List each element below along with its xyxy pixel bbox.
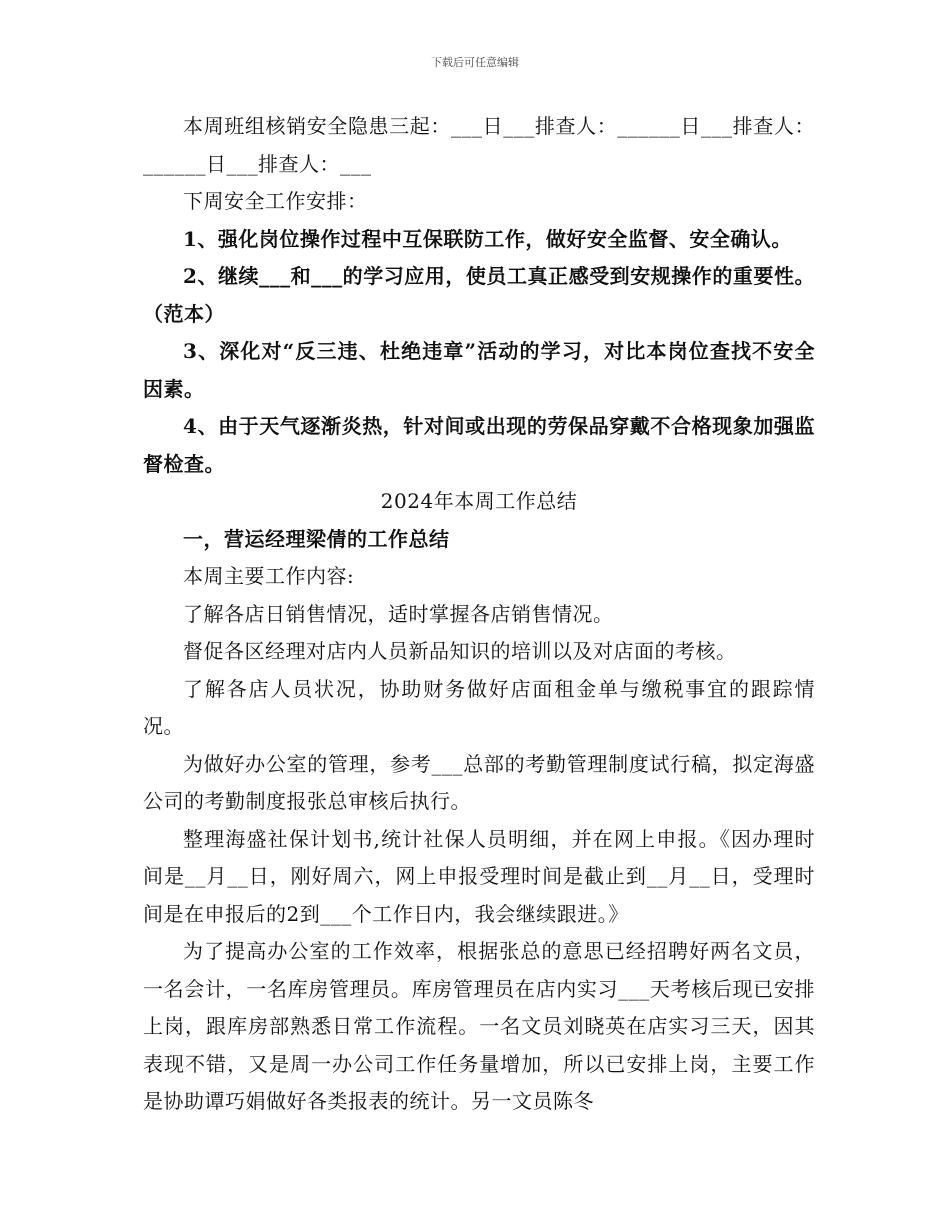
document-title: 2024年本周工作总结 — [380, 489, 578, 513]
paragraph-item-4: 4、由于天气逐渐炎热，针对间或出现的劳保品穿戴不合格现象加强监督检查。 — [143, 414, 815, 476]
paragraph-item-3: 3、深化对“反三违、杜绝违章”活动的学习，对比本岗位查找不安全因素。 — [143, 339, 815, 401]
paragraph-staff: 了解各店人员状况，协助财务做好店面租金单与缴税事宜的跟踪情况。 — [143, 676, 815, 738]
paragraph-recruitment: 为了提高办公室的工作效率，根据张总的意思已经招聘好两名文员，一名会计，一名库房管理员。库房管理员在店内实习___天考核后现已安排上岗，跟库房部熟悉日常工作流程。一名文员刘晓英在店实习三天，因其表现不错，又是周一办公司工作任务量增加，所以已安排上岗，主要工作是协助谭巧娟做好各类报表的统计。另一文员陈冬 — [143, 939, 815, 1113]
paragraph-item-2: 2、继续___和___的学习应用，使员工真正感受到安规操作的重要性。（范本） — [143, 264, 815, 326]
paragraph-social-security: 整理海盛社保计划书,统计社保人员明细，并在网上申报。《因办理时间是__月__日，刚好周六，网上申报受理时间是截止到__月__日，受理时间是在申报后的2到___个工作日内，我会继续跟进。》 — [143, 826, 815, 926]
page-header: 下载后可任意编辑 — [431, 56, 519, 69]
paragraph-item-1: 1、强化岗位操作过程中互保联防工作，做好安全监督、安全确认。 — [183, 226, 792, 251]
paragraph-attendance: 为做好办公室的管理，参考___总部的考勤管理制度试行稿，拟定海盛公司的考勤制度报张总审核后执行。 — [143, 751, 815, 813]
paragraph-hazard-log: 本周班组核销安全隐患三起：___日___排查人：______日___排查人：______日___排查人：___ — [143, 114, 815, 176]
document-body — [143, 108, 815, 1121]
section-heading: 一，营运经理梁倩的工作总结 — [183, 526, 450, 551]
paragraph-main-work: 本周主要工作内容: — [183, 564, 355, 588]
paragraph-next-week-heading: 下周安全工作安排： — [183, 189, 368, 213]
paragraph-sales: 了解各店日销售情况，适时掌握各店销售情况。 — [183, 601, 614, 626]
paragraph-training: 督促各区经理对店内人员新品知识的培训以及对店面的考核。 — [183, 639, 737, 663]
